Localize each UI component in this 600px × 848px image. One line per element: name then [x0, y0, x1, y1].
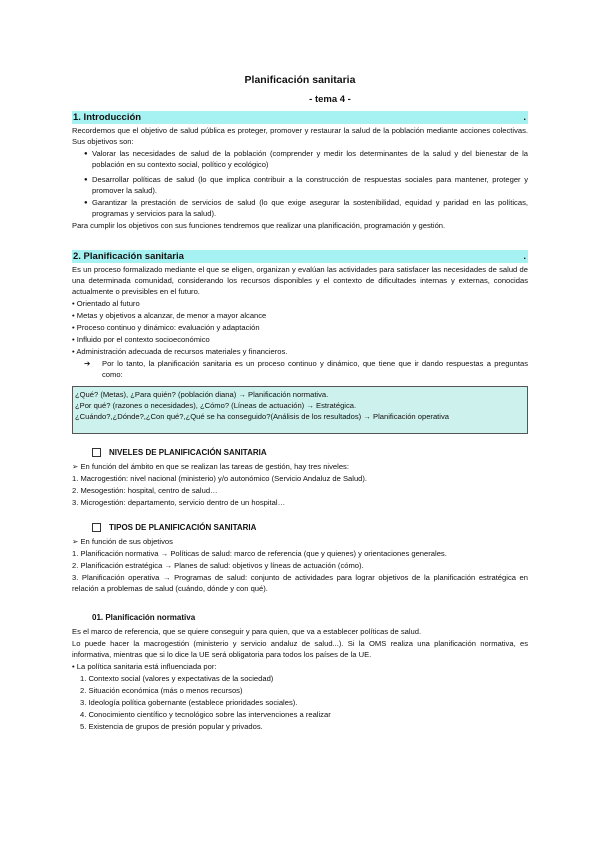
tipos-lead: ➢ En función de sus objetivos: [72, 537, 173, 546]
intro-closing: Para cumplir los objetivos con sus funciones tendremos que realizar una planificación, programación y gestión.: [72, 221, 446, 230]
niveles-heading-text: NIVELES DE PLANIFICACIÓN SANITARIA: [109, 448, 267, 457]
arrow-paragraph: [84, 359, 528, 381]
arrow-icon: ➔: [84, 359, 91, 368]
tipos-heading-text: TIPOS DE PLANIFICACIÓN SANITARIA: [109, 523, 257, 532]
tipos-item: 2. Planificación estratégica → Planes de salud: objetivos y líneas de actuación (cómo).: [72, 561, 364, 570]
objective-bullet: ● Garantizar la prestación de servicios de salud (lo que exige asegurar la sostenibilidad, equidad y paridad en las políticas, programas y servicios para la salud).: [84, 198, 528, 220]
questions-line: ¿Por qué? (razones o necesidades), ¿Cómo? (Líneas de actuación) → Estratégica.: [75, 400, 357, 410]
questions-line: ¿Cuándo?,¿Dónde?,¿Con qué?,¿Qué se ha conseguido?(Análisis de los resultados) → Planificación operativa: [75, 411, 449, 421]
influence-item: 3. Ideología política gobernante (establece prioridades sociales).: [80, 698, 298, 707]
influence-item: 2. Situación económica (más o menos recursos): [80, 686, 243, 695]
section-heading-planificacion: [72, 250, 528, 263]
feature-item: • Influido por el contexto socioeconómico: [72, 335, 210, 344]
niveles-item: 3. Microgestión: departamento, servicio dentro de un hospital…: [72, 498, 286, 507]
niveles-lead: ➢ En función del ámbito en que se realizan las tareas de gestión, hay tres niveles:: [72, 462, 349, 471]
niveles-item: 2. Mesogestión: hospital, centro de salud…: [72, 486, 218, 495]
definition-paragraph: Es un proceso formalizado mediante el que se eligen, organizan y evalúan las actividades para satisfacer las necesidades de salud de una determinada comunidad, considerando los recursos disponibles y el contexto de dificultades internas y externas, conocidas actualmente o previsibles en el futuro.: [72, 265, 528, 296]
tipos-item: 1. Planificación normativa → Políticas de salud: marco de referencia (que y quienes) y orientaciones generales.: [72, 549, 447, 558]
arrow-paragraph-text: Por lo tanto, la planificación sanitaria es un proceso continuo y dinámico, que tiene que ir dando respuestas a preguntas como:: [102, 359, 528, 379]
influence-item: 5. Existencia de grupos de presión popular y privados.: [80, 722, 263, 731]
heading-dot: .: [523, 251, 526, 262]
normativa-lead: • La política sanitaria está influenciada por:: [72, 662, 217, 671]
checkbox-icon: [92, 448, 101, 457]
niveles-item: 1. Macrogestión: nivel nacional (ministerio) y/o autonómico (Servicio Andaluz de Salud).: [72, 474, 368, 483]
normativa-paragraph: Lo puede hacer la macrogestión (ministerio y servicio andaluz de salud...). Si la OMS realiza una planificación normativa, es informativa, mientras que si lo dice la UE será obligatoria para todos los países de la UE.: [72, 639, 528, 659]
niveles-heading: [92, 448, 267, 457]
document-subtitle: - tema 4 -: [309, 94, 351, 105]
document-title: Planificación sanitaria: [244, 74, 356, 86]
section-heading-introduccion: [72, 111, 528, 124]
tipos-heading: [92, 523, 256, 532]
feature-item: • Administración adecuada de recursos materiales y financieros.: [72, 347, 288, 356]
feature-item: • Orientado al futuro: [72, 299, 140, 308]
checkbox-icon: [92, 523, 101, 532]
heading-dot: .: [523, 112, 526, 123]
feature-item: • Proceso continuo y dinámico: evaluación y adaptación: [72, 323, 260, 332]
objective-bullet: ● Valorar las necesidades de salud de la población (comprender y medir los determinantes de la salud y del bienestar de la población en su contexto social, político y ecológico): [84, 149, 528, 171]
section-heading-text: 2. Planificación sanitaria: [73, 251, 184, 262]
normativa-heading: 01. Planificación normativa: [92, 613, 196, 622]
objective-bullet: ● Desarrollar políticas de salud (lo que implica contribuir a la construcción de respuestas sociales para mantener, proteger y promover la salud).: [84, 175, 528, 197]
influence-item: 1. Contexto social (valores y expectativas de la sociedad): [80, 674, 274, 683]
influence-item: 4. Conocimiento científico y tecnológico sobre las intervenciones a realizar: [80, 710, 331, 719]
normativa-paragraph: Es el marco de referencia, que se quiere conseguir y para quien, que va a establecer políticas de salud.: [72, 627, 422, 636]
questions-box: [72, 386, 528, 434]
section-heading-text: 1. Introducción: [73, 112, 142, 123]
questions-line: ¿Qué? (Metas), ¿Para quién? (población diana) → Planificación normativa.: [75, 390, 329, 399]
tipos-item: 3. Planificación operativa → Programas de salud: conjunto de actividades para lograr objetivos de la planificación estratégica en relación a problemas de salud (cuándo, dónde y con qué).: [72, 573, 528, 593]
intro-paragraph: Recordemos que el objetivo de salud pública es proteger, promover y restaurar la salud de la población mediante acciones colectivas. Sus objetivos son:: [72, 126, 528, 146]
feature-item: • Metas y objetivos a alcanzar, de menor a mayor alcance: [72, 311, 267, 320]
